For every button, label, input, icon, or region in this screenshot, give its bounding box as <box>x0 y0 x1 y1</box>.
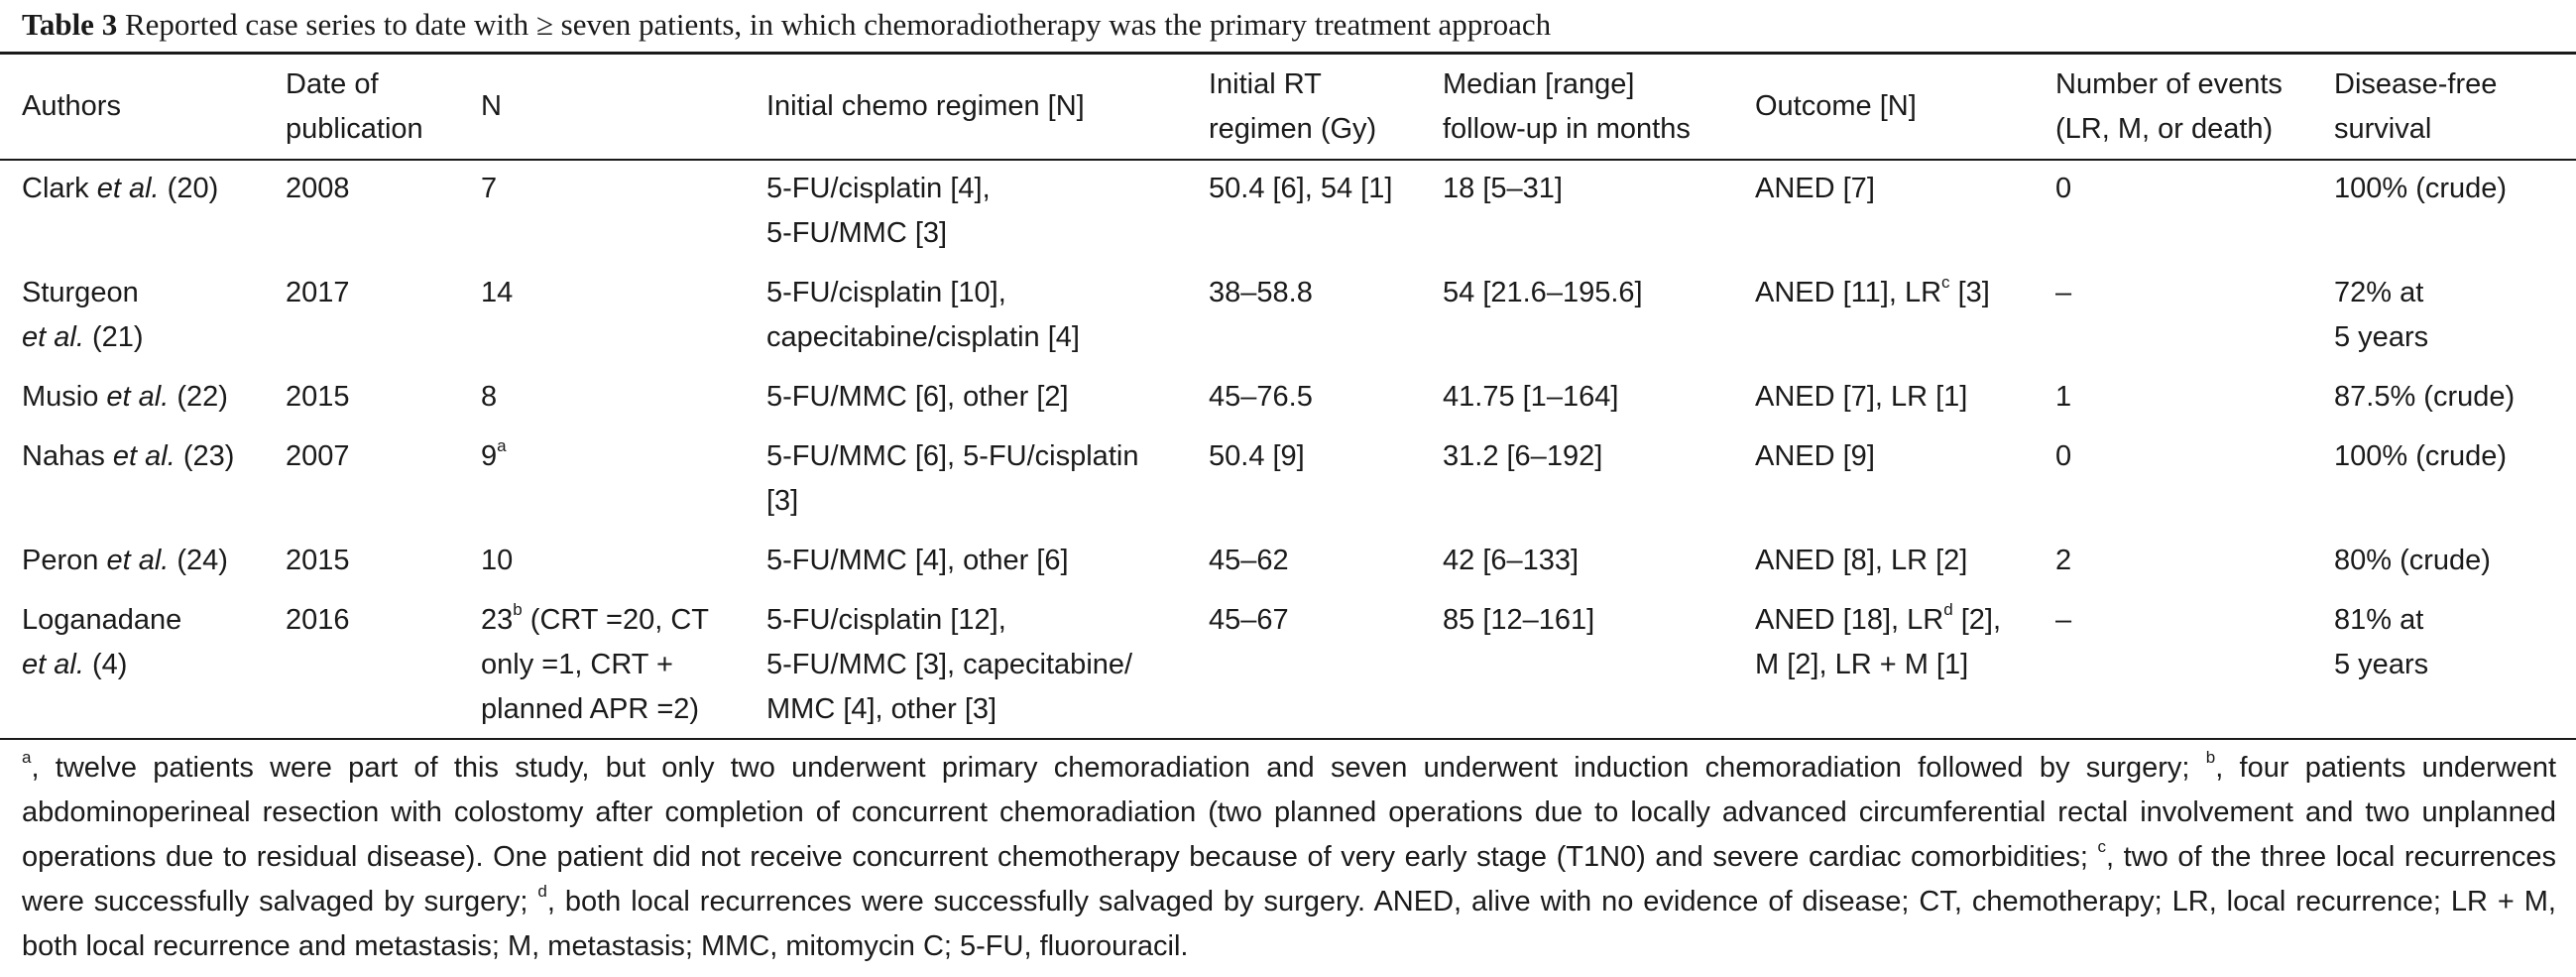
cell-events: – <box>2055 277 2072 308</box>
header-rule <box>0 159 2576 161</box>
header-chemo: Initial chemo regimen [N] <box>766 90 1085 122</box>
header-followup: Median [range] follow-up in months <box>1443 68 1691 145</box>
cell-outcome: ANED [11], $LR^c$ [3] <box>1755 273 1990 308</box>
cell-date: 2015 <box>286 381 350 413</box>
table-label: Table 3 <box>22 7 118 42</box>
cell-events: 0 <box>2055 440 2072 472</box>
cell-author: Clark et al. (20) <box>22 173 219 204</box>
cell-date: 2015 <box>286 545 350 576</box>
cell-chemo: 5-FU/cisplatin [4], 5-FU/MMC [3] <box>766 173 991 249</box>
cell-chemo: 5-FU/MMC [6], other [2] <box>766 381 1069 413</box>
cell-outcome: ANED [7] <box>1755 173 1875 204</box>
cell-date: 2007 <box>286 440 350 472</box>
cell-followup: 31.2 [6–192] <box>1443 440 1603 472</box>
cell-n: 7 <box>481 173 498 204</box>
header-authors: Authors <box>22 90 121 122</box>
table-footnotes: $^a$, twelve patients were part of this study, but only two underwent primary chemoradiation and seven underwent induction chemoradiation followed by surgery; $^b$, four patients underwent abdominoperineal resection with colostomy after completion of concurrent chemoradiation (two planned operations due to locally advanced circumferential rectal involvement and two unplanned operations due to residual disease). One patient did not receive concurrent chemotherapy because of very early stage (T1N0) and severe cardiac comorbidities; $^c$, two of the three local recurrences were successfully salvaged by surgery; $^d$, both local recurrences were successfully salvaged by surgery. ANED, alive with no evidence of disease; CT, chemotherapy; LR, local recurrence; LR + M, both local recurrence and metastasis; M, metastasis; MMC, mitomycin C; 5-FU, fluorouracil. <box>22 748 2557 962</box>
cell-events: 2 <box>2055 545 2072 576</box>
cell-date: 2017 <box>286 277 350 308</box>
cell-outcome: ANED [7], LR [1] <box>1755 381 1968 413</box>
cell-rt: 45–67 <box>1209 604 1289 636</box>
cell-outcome: ANED [9] <box>1755 440 1875 472</box>
cell-dfs: 72% at 5 years <box>2334 277 2429 353</box>
header-date: Date of publication <box>286 68 423 145</box>
cell-outcome: ANED [8], LR [2] <box>1755 545 1968 576</box>
cell-author: Loganadane et al. (4) <box>22 604 182 680</box>
header-events: Number of events (LR, M, or death) <box>2055 68 2283 145</box>
cell-dfs: 80% (crude) <box>2334 545 2491 576</box>
cell-rt: 50.4 [6], 54 [1] <box>1209 173 1393 204</box>
cell-date: 2016 <box>286 604 350 636</box>
cell-author: Musio et al. (22) <box>22 381 228 413</box>
table-caption <box>22 4 1551 46</box>
header-outcome: Outcome [N] <box>1755 90 1917 122</box>
header-n: N <box>481 90 502 122</box>
cell-chemo: 5-FU/cisplatin [10], capecitabine/cisplatin [4] <box>766 277 1080 353</box>
cell-rt: 45–62 <box>1209 545 1289 576</box>
top-rule <box>0 52 2576 55</box>
cell-chemo: 5-FU/MMC [4], other [6] <box>766 545 1069 576</box>
cell-dfs: 100% (crude) <box>2334 173 2508 204</box>
cell-rt: 45–76.5 <box>1209 381 1313 413</box>
cell-n: 10 <box>481 545 514 576</box>
cell-n: 14 <box>481 277 514 308</box>
cell-followup: 54 [21.6–195.6] <box>1443 277 1643 308</box>
cell-dfs: 100% (crude) <box>2334 440 2508 472</box>
cell-author: Sturgeon et al. (21) <box>22 277 144 353</box>
cell-n: 9$^a$ <box>481 436 507 472</box>
cell-author: Peron et al. (24) <box>22 545 228 576</box>
cell-followup: 42 [6–133] <box>1443 545 1580 576</box>
cell-n: 23$^b$ (CRT =20, CT only =1, CRT + planned APR =2) <box>481 600 710 725</box>
table-caption-text: Reported case series to date with ≥ seven patients, in which chemoradiotherapy was the primary treatment approach <box>124 7 1552 42</box>
cell-dfs: 87.5% (crude) <box>2334 381 2516 413</box>
cell-events: – <box>2055 604 2072 636</box>
header-dfs: Disease-free survival <box>2334 68 2498 145</box>
cell-events: 1 <box>2055 381 2072 413</box>
cell-date: 2008 <box>286 173 350 204</box>
cell-chemo: 5-FU/cisplatin [12], 5-FU/MMC [3], capecitabine/ MMC [4], other [3] <box>766 604 1133 725</box>
cell-chemo: 5-FU/MMC [6], 5-FU/cisplatin [3] <box>766 440 1139 517</box>
bottom-rule <box>0 738 2576 740</box>
cell-dfs: 81% at 5 years <box>2334 604 2429 680</box>
header-rt: Initial RT regimen (Gy) <box>1209 68 1377 145</box>
cell-followup: 41.75 [1–164] <box>1443 381 1619 413</box>
cell-followup: 18 [5–31] <box>1443 173 1563 204</box>
cell-events: 0 <box>2055 173 2072 204</box>
cell-n: 8 <box>481 381 498 413</box>
cell-author: Nahas et al. (23) <box>22 440 235 472</box>
cell-outcome: ANED [18], $LR^d$ [2], M [2], LR + M [1] <box>1755 600 2002 680</box>
cell-rt: 50.4 [9] <box>1209 440 1305 472</box>
cell-rt: 38–58.8 <box>1209 277 1313 308</box>
cell-followup: 85 [12–161] <box>1443 604 1595 636</box>
